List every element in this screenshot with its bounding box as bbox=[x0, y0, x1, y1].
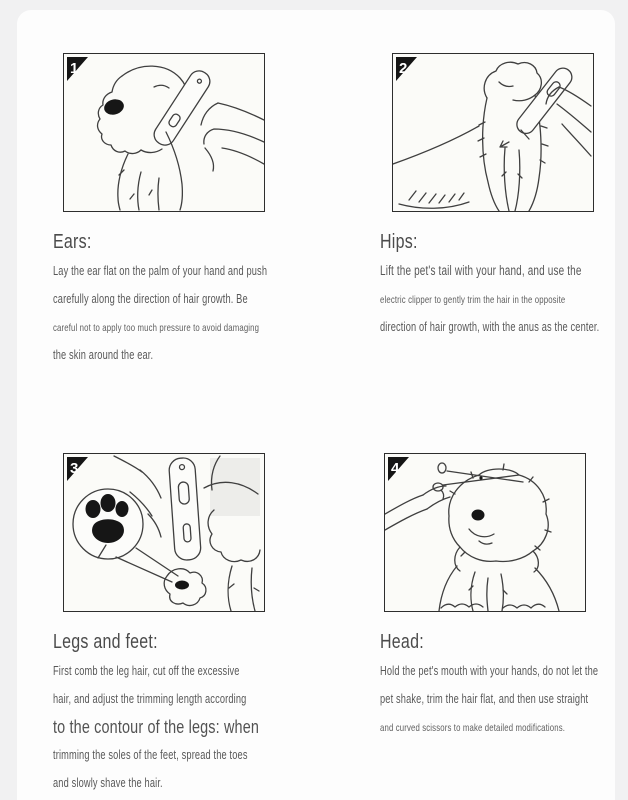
instruction-line: direction of hair growth, with the anus as the center. bbox=[380, 320, 600, 334]
section-hips bbox=[380, 53, 628, 341]
dog-head-scissors-illustration bbox=[385, 454, 585, 611]
section-title: Legs and feet: bbox=[53, 631, 158, 653]
step-number: 1 bbox=[70, 60, 79, 77]
instruction-line: First comb the leg hair, cut off the excessive bbox=[53, 664, 240, 678]
step-number: 4 bbox=[391, 460, 400, 477]
instruction-line: Lift the pet's tail with your hand, and use the bbox=[380, 263, 582, 278]
step-number: 2 bbox=[399, 60, 408, 77]
instruction-line: Lay the ear flat on the palm of your hand and push bbox=[53, 264, 268, 278]
instruction-line: to the contour of the legs: when bbox=[53, 717, 260, 737]
content-card bbox=[17, 10, 615, 800]
instruction-line: the skin around the ear. bbox=[53, 348, 154, 362]
dog-ear-clipper-illustration bbox=[64, 54, 264, 211]
section-head bbox=[380, 453, 628, 741]
step-4-badge bbox=[388, 457, 409, 481]
step-1-badge bbox=[67, 57, 88, 81]
instruction-line: electric clipper to gently trim the hair in the opposite bbox=[380, 294, 566, 306]
figure-hips bbox=[392, 53, 594, 212]
step-3-badge bbox=[67, 457, 88, 481]
instruction-line: Hold the pet's mouth with your hands, do not let the bbox=[380, 664, 599, 678]
instruction-line: and curved scissors to make detailed modifications. bbox=[380, 722, 566, 734]
section-legs-feet bbox=[53, 453, 353, 797]
section-title: Head: bbox=[380, 631, 424, 653]
figure-ears bbox=[63, 53, 265, 212]
section-ears bbox=[53, 53, 353, 369]
instruction-line: pet shake, trim the hair flat, and then use straight bbox=[380, 692, 589, 706]
section-title: Ears: bbox=[53, 231, 92, 253]
section-title: Hips: bbox=[380, 231, 418, 253]
figure-head bbox=[384, 453, 586, 612]
step-number: 3 bbox=[70, 460, 79, 477]
step-2-badge bbox=[396, 57, 417, 81]
dog-hip-tail-clipper-illustration bbox=[393, 54, 593, 211]
instruction-line: trimming the soles of the feet, spread the toes bbox=[53, 748, 248, 762]
instruction-line: careful not to apply too much pressure to avoid damaging bbox=[53, 322, 260, 334]
instruction-line: carefully along the direction of hair growth. Be bbox=[53, 292, 248, 306]
instruction-line: and slowly shave the hair. bbox=[53, 776, 163, 790]
instruction-line: hair, and adjust the trimming length according bbox=[53, 692, 247, 706]
figure-legs-feet bbox=[63, 453, 265, 612]
dog-paw-pad-clipper-illustration bbox=[64, 454, 264, 611]
